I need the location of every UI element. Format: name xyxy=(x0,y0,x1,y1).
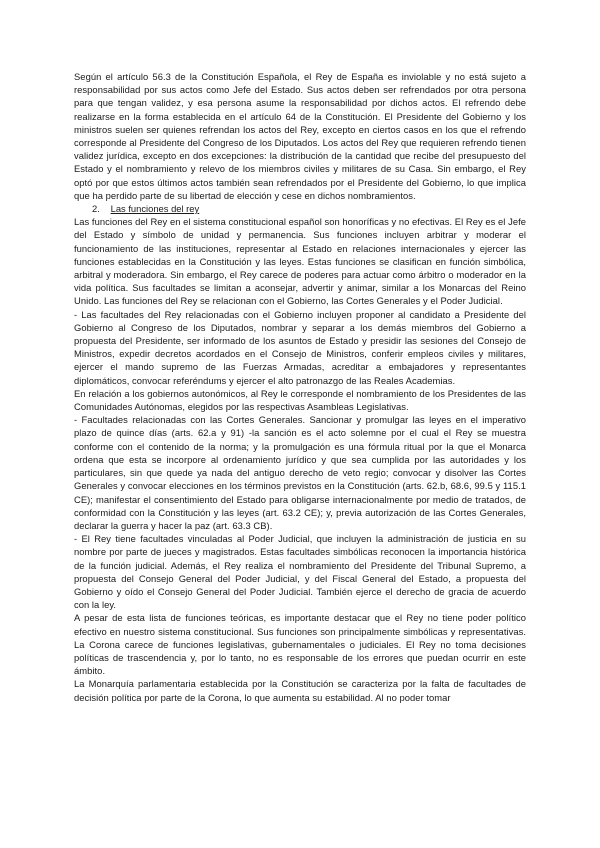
paragraph-funciones: Las funciones del Rey en el sistema constitucional español son honoríficas y no efectivas. El Rey es el Jefe del Estado y símbolo de unidad y permanencia. Sus funciones incluyen arbitrar y moderar el funcionamiento de las instituciones, representar al Estado en relaciones internacionales y ejercer las funciones establecidas en la Constitución y las leyes. Estas funciones se clasifican en función simbólica, arbitral y moderadora. Sin embargo, el Rey carece de poderes para actuar como árbitro o moderador en la vida política. Sus facultades se limitan a aconsejar, advertir y animar, similar a los Monarcas del Reino Unido. Las funciones del Rey se relacionan con el Gobierno, las Cortes Generales y el Poder Judicial. xyxy=(74,216,526,307)
paragraph-poder-politico: A pesar de esta lista de funciones teóricas, es importante destacar que el Rey no tiene poder político efectivo en nuestro sistema constitucional. Sus funciones son principalmente simbólicas y representativas. La Corona carece de funciones legislativas, gubernamentales o judiciales. El Rey no toma decisiones políticas de trascendencia y, por lo tanto, no es responsable de los errores que puedan ocurrir en este ámbito. xyxy=(74,612,526,677)
section-heading xyxy=(74,202,526,215)
paragraph-autonomicos: En relación a los gobiernos autonómicos, al Rey le corresponde el nombramiento de los Presidentes de las Comunidades Autónomas, elegidos por las respectivas Asambleas Legislativas. xyxy=(74,387,526,413)
paragraph-cortes: - Facultades relacionadas con las Cortes Generales. Sancionar y promulgar las leyes en el imperativo plazo de quince días (arts. 62.a y 91) -la sanción es el acto solemne por el cual el Rey se muestra conforme con el contenido de la norma; y la promulgación es una fórmula ritual por la que el Monarca ordena que esta se incorpore al ordenamiento jurídico y que sea cumplida por las autoridades y los particulares, sin que quede ya nada del antiguo derecho de veto regio; convocar y disolver las Cortes Generales y convocar elecciones en los términos previstos en la Constitución (arts. 62.b, 68.6, 99.5 y 115.1 CE); manifestar el consentimiento del Estado para obligarse internacionalmente por medio de tratados, de conformidad con la Constitución y las leyes (art. 63.2 CE); y, previa autorización de las Cortes Generales, declarar la guerra y hacer la paz (art. 63.3 CB). xyxy=(74,414,526,531)
paragraph-gobierno: - Las facultades del Rey relacionadas con el Gobierno incluyen proponer al candidato a Presidente del Gobierno al Congreso de los Diputados, nombrar y separar a los demás miembros del Gobierno a propuesta del Presidente, ser informado de los asuntos de Estado y presidir las sesiones del Consejo de Ministros, expedir decretos acordados en el Consejo de Ministros, conferir empleos civiles y militares, ejercer el mando supremo de las Fuerzas Armadas, acreditar a embajadores y representantes diplomáticos, convocar referéndums y ejercer el alto patronazgo de las Reales Academias. xyxy=(74,308,526,386)
paragraph-monarquia: La Monarquía parlamentaria establecida por la Constitución se caracteriza por la falta de facultades de decisión política por parte de la Corona, lo que aumenta su estabilidad. Al no poder tomar xyxy=(74,678,526,703)
paragraph-refrendo: Según el artículo 56.3 de la Constitución Española, el Rey de España es inviolable y no está sujeto a responsabilidad por sus actos como Jefe del Estado. Sus actos deben ser refrendados por otra persona para que tengan validez, y esa persona asume la responsabilidad por dichos actos. El refrendo debe realizarse en la forma establecida en el artículo 64 de la Constitución. El Presidente del Gobierno y los ministros suelen ser quienes refrendan los actos del Rey, excepto en ciertos casos en los que el refrendo corresponde al Presidente del Congreso de los Diputados. Los actos del Rey que requieren refrendo tienen validez jurídica, excepto en dos excepciones: la distribución de la cantidad que recibe del presupuesto del Estado y el nombramiento y relevo de los miembros civiles y militares de su Casa. Sin embargo, el Rey optó por que estos últimos actos también sean refrendados por el Presidente del Gobierno, lo que implica que ha perdido parte de su libertad de elección y cese en dichos nombramientos. xyxy=(74,71,526,201)
section-title: Las funciones del rey xyxy=(110,203,200,215)
section-number: 2. xyxy=(92,203,100,215)
paragraph-poder-judicial: - El Rey tiene facultades vinculadas al Poder Judicial, que incluyen la administración de justicia en su nombre por parte de jueces y magistrados. Estas facultades simbólicas reconocen la importancia histórica de la función judicial. Además, el Rey realiza el nombramiento del Presidente del Tribunal Supremo, a propuesta del Consejo General del Poder Judicial, y del Fiscal General del Estado, a propuesta del Gobierno y oído el Consejo General del Poder Judicial. También ejerce el derecho de gracia de acuerdo con la ley. xyxy=(74,533,526,611)
